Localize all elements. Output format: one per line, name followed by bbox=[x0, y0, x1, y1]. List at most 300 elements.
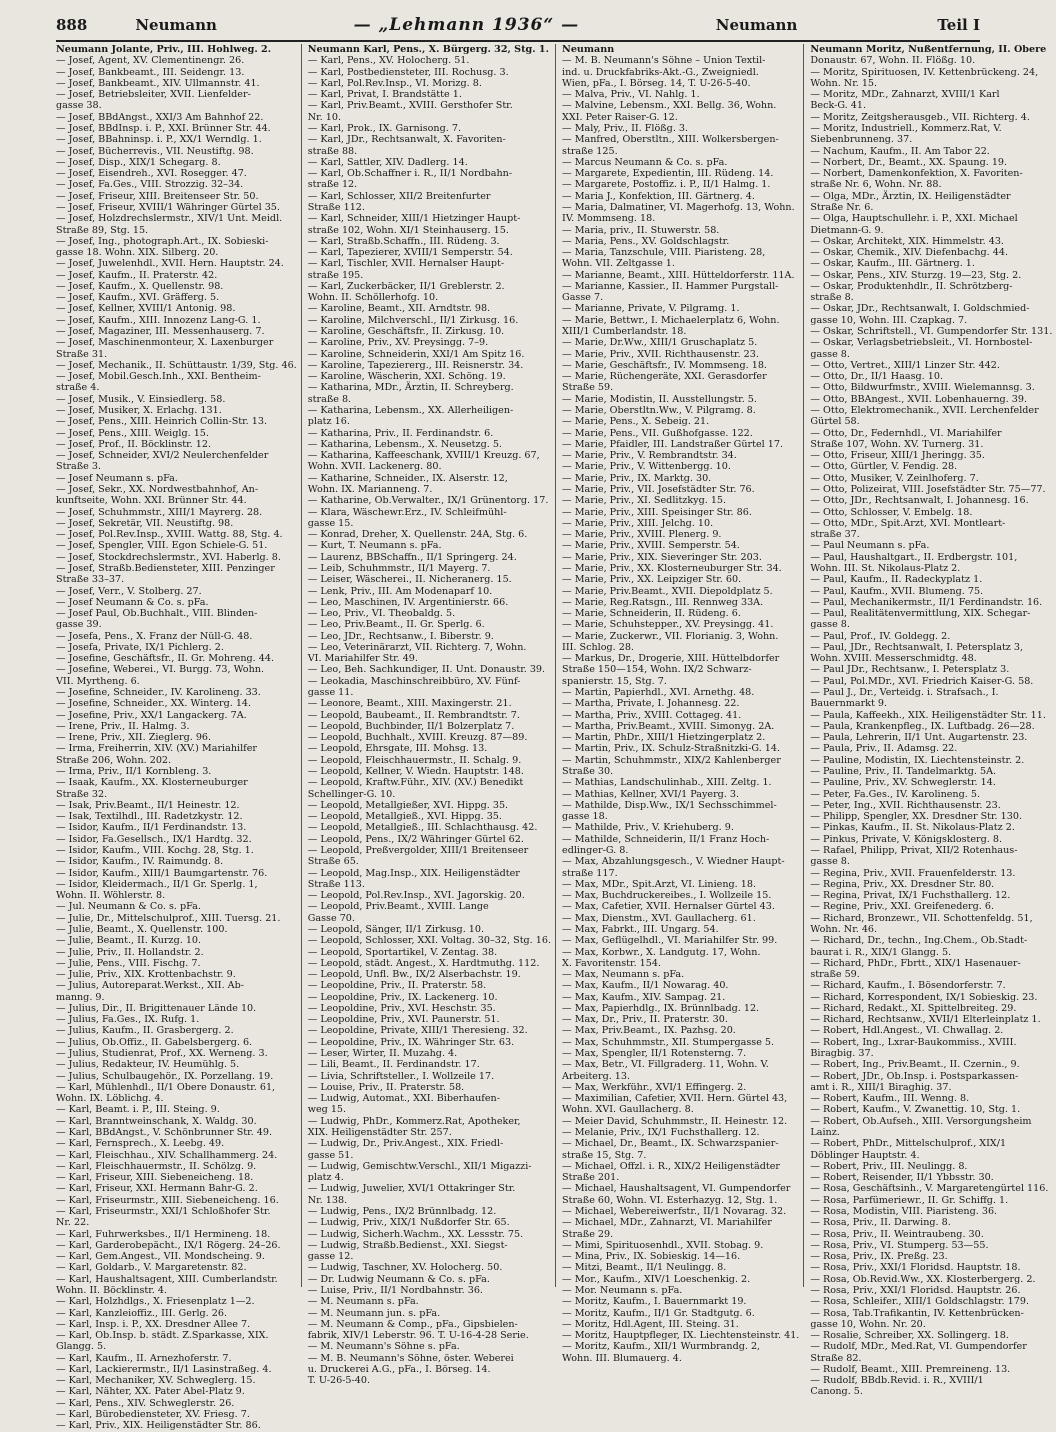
directory-entry: — Leo, Beh. Sachkundiger, II. Unt. Donaustr. 39. bbox=[307, 664, 546, 676]
directory-entry: — Katharina, Kaffeeschank, XVIII/1 Kreuzg. 67, bbox=[307, 450, 540, 462]
directory-entry: — Karl, Fuhrwerksbes., II/1 Hermineng. 18. bbox=[56, 1228, 271, 1240]
directory-entry: — Karl, Straßb.Schaffn., III. Rüdeng. 3. bbox=[307, 235, 500, 247]
directory-entry: — Rafael, Philipp, Privat, XII/2 Rotenhaus- bbox=[810, 844, 1018, 856]
directory-entry: — Mathilde, Schneiderin, II/1 Franz Hoch- bbox=[562, 833, 770, 845]
directory-entry: — Karl, Friseurmstr., XIII. Siebeneicheng. 16. bbox=[56, 1194, 279, 1206]
directory-entry: — Oskar, Verlagsbetriebsleit., VI. Hornbostel- bbox=[810, 337, 1033, 349]
directory-entry: — Kurt, T. Neumann s. pFa. bbox=[307, 540, 442, 552]
directory-entry: — Pauline, Priv., II. Tandelmarktg. 5A. bbox=[810, 766, 997, 777]
directory-entry: — Leopoldine, Priv., IX. Währinger Str. 63. bbox=[307, 1036, 515, 1048]
directory-entry: — Josef, Kaufm., II. Praterstr. 42. bbox=[56, 269, 218, 281]
directory-entry: — Josef, Pol.Rev.Insp., XVIII. Wattg. 88, Stg. 4. bbox=[56, 529, 283, 541]
directory-entry: — Karoline, Geschäftsfr., II. Zirkusg. 10. bbox=[307, 326, 505, 338]
directory-entry: Wien, pFa., I. Börseg. 14, T. U-26-5-40. bbox=[562, 77, 751, 89]
directory-entry: Biragbig. 37. bbox=[810, 1048, 874, 1060]
directory-entry: — Otto, JDr., Rechtsanwalt, I. Johannesg. 16. bbox=[810, 495, 1029, 507]
directory-entry: gasse 10, Wohn. III. Czapkag. 7. bbox=[810, 314, 968, 326]
directory-entry: — Maria, priv., II. Stuwerstr. 58. bbox=[562, 224, 720, 236]
directory-entry: — Karl, Fleischhauermstr., II. Schölzg. 9. bbox=[56, 1160, 257, 1172]
directory-entry: — Malva, Priv., VI. Nahlg. 1. bbox=[562, 89, 700, 101]
directory-entry: — Irene, Priv., II. Halmg. 3. bbox=[56, 720, 190, 732]
directory-entry: straße 8. bbox=[307, 393, 352, 405]
directory-entry: — Irene, Priv., XII. Zieglerg. 96. bbox=[56, 732, 212, 744]
directory-entry: gasse 15. bbox=[307, 517, 354, 529]
directory-entry: — Karl, Insp. i. P., XX. Dresdner Allee 7. bbox=[56, 1318, 251, 1330]
directory-entry: — Julius, Studienrat, Prof., XX. Werneng. 3. bbox=[56, 1048, 268, 1060]
directory-entry: IV. Mommseng. 18. bbox=[562, 213, 656, 225]
directory-entry: — Marie, Priv., XVIII. Plenerg. 9. bbox=[562, 529, 722, 541]
directory-entry: — Ludwig, Dr., Priv.Angest., XIX. Friedl- bbox=[307, 1138, 504, 1150]
directory-entry: — Karl, JDr., Rechtsanwalt, X. Favoriten- bbox=[307, 134, 506, 146]
directory-entry: — Leopold, Buchbinder, II/1 Bolzerplatz 7. bbox=[307, 720, 515, 732]
directory-entry: — Karl, Prok., IX. Garnisong. 7. bbox=[307, 122, 462, 134]
directory-entry: — Robert, Ing., Lxrar-Baukommiss., XVIII. bbox=[810, 1036, 1017, 1048]
directory-entry: — Marie, Schneiderin, II. Rüdeng. 6. bbox=[562, 608, 741, 620]
directory-entry: — Paula, Krankenpfleg., IX. Luftbadg. 26—28. bbox=[810, 720, 1035, 732]
directory-entry: — Isidor, Kaufm., VIII. Kochg. 28, Stg. 1. bbox=[56, 844, 254, 856]
directory-entry: — Michael, Offzl. i. R., XIX/2 Heiligenstädter bbox=[562, 1160, 780, 1172]
directory-entry: gasse 51. bbox=[307, 1149, 354, 1161]
directory-entry: — Rosalie, Schreiber, XX. Sollingerg. 18. bbox=[810, 1330, 1009, 1342]
directory-entry: baurat i. R., XIX/1 Glangg. 5. bbox=[810, 946, 952, 958]
directory-entry: Wohn. Nr. 46. bbox=[810, 923, 878, 935]
directory-entry: — Josef, Fa.Ges., VIII. Strozzig. 32–34. bbox=[56, 179, 244, 191]
directory-entry: — Marie, Priv., V. Wittenbergg. 10. bbox=[562, 461, 731, 473]
directory-entry: — Paul, Mechanikermstr., II/1 Ferdinandstr. 16. bbox=[810, 596, 1043, 608]
directory-entry: straße 15, Stg. 7. bbox=[562, 1149, 647, 1161]
directory-entry: — Leib, Schuhmmstr., II/1 Mayerg. 7. bbox=[307, 562, 491, 574]
directory-entry: — Leopold, Buchhalt., XVIII. Kreuzg. 87—89. bbox=[307, 732, 528, 744]
page-header bbox=[56, 12, 980, 38]
directory-entry: Straße 31. bbox=[56, 348, 108, 360]
directory-entry: Wohn. II. Wöhlerstr. 8. bbox=[56, 890, 166, 902]
directory-entry: — Leopold, Sänger, II/1 Zirkusg. 10. bbox=[307, 923, 485, 935]
part-label: Teil I bbox=[937, 16, 980, 34]
directory-entry: — Karl, Pens., XIV. Schweglerstr. 26. bbox=[56, 1397, 235, 1409]
directory-entry: Neumann Jolante, Priv., III. Hohlweg. 2. bbox=[56, 44, 272, 55]
directory-entry: — Michael, MDr., Zahnarzt, VI. Mariahilfer bbox=[562, 1217, 772, 1229]
directory-entry: — Regina, Priv., XX. Dresdner Str. 80. bbox=[810, 878, 995, 890]
directory-entry: — Martin, Schuhmmstr., XIX/2 Kahlenberger bbox=[562, 754, 781, 766]
directory-entry: Wohn. XVII. Lackenerg. 80. bbox=[307, 461, 442, 473]
directory-entry: — Otto, Schlosser, V. Embelg. 18. bbox=[810, 506, 973, 518]
directory-entry: — Max, Fabrkt., III. Ungarg. 54. bbox=[562, 923, 719, 935]
directory-entry: — Paul, Prof., IV. Goldegg. 2. bbox=[810, 630, 951, 642]
directory-entry: — Robert, Ing., Priv.Beamt., II. Czernin., 9. bbox=[810, 1059, 1020, 1071]
directory-entry: — Josef Neumann s. pFa. bbox=[56, 472, 178, 484]
directory-column-4 bbox=[810, 44, 1056, 1398]
directory-entry: u. Druckerei A.G., pFa., I. Börseg. 14. bbox=[307, 1363, 491, 1375]
directory-entry: — Max, Dr., Priv., II. Praterstr. 30. bbox=[562, 1014, 728, 1026]
directory-entry: — Marie, Priv., XX. Leipziger Str. 60. bbox=[562, 574, 742, 586]
directory-entry: Glangg. 5. bbox=[56, 1341, 107, 1353]
directory-entry: — Karl, Kanzleioffiz., III. Gerlg. 26. bbox=[56, 1307, 228, 1319]
directory-entry: — Paul, Kaufm., II. Radeckyplatz 1. bbox=[810, 574, 983, 586]
directory-entry: — Marie, Oberstltn.Ww., V. Pilgramg. 8. bbox=[562, 405, 756, 416]
directory-entry: — Marie, Priv., XVII. Richthausenstr. 23. bbox=[562, 348, 759, 360]
directory-entry: — Moritz, MDr., Zahnarzt, XVIII/1 Karl bbox=[810, 89, 1000, 101]
directory-entry: — Michael, Dr., Beamt., IX. Schwarzspanier- bbox=[562, 1138, 779, 1150]
directory-entry: — Josef, BBdAngst., XXI/3 Am Bahnhof 22. bbox=[56, 111, 264, 123]
directory-entry: — Leopold, Metallgieß., XVI. Hippg. 35. bbox=[307, 811, 502, 823]
directory-entry: — Josef, Kellner, XVIII/1 Antonig. 98. bbox=[56, 303, 236, 315]
directory-entry: — Rosa, Priv., VI. Stumperg. 53—55. bbox=[810, 1239, 989, 1251]
directory-entry: — Lili, Beamt., II. Ferdinandstr. 17. bbox=[307, 1059, 480, 1071]
directory-entry: — Isidor, Kaufm., II/1 Ferdinandstr. 13. bbox=[56, 822, 247, 834]
directory-entry: — Katharina, Lebensm., XX. Allerheiligen- bbox=[307, 405, 514, 416]
directory-entry: — Ludwig, Juwelier, XVI/1 Ottakringer Str. bbox=[307, 1183, 516, 1195]
directory-entry: — Mimi, Spirituosenhdl., XVII. Stobag. 9. bbox=[562, 1239, 764, 1251]
directory-entry: T. U-26-5-40. bbox=[307, 1375, 371, 1387]
directory-entry: — Marie, Zuckerwr., VII. Florianig. 3, Wohn. bbox=[562, 630, 779, 642]
directory-entry: — Julius, Kaufm., II. Grasbergerg. 2. bbox=[56, 1025, 234, 1037]
directory-entry: — Robert, Ob.Aufseh., XIII. Versorgungsheim bbox=[810, 1115, 1032, 1127]
directory-entry: straße 125. bbox=[562, 145, 618, 157]
directory-entry: — Karl, Schlosser, XII/2 Breitenfurter bbox=[307, 190, 491, 202]
directory-entry: — Josefine, Geschäftsfr., II. Gr. Mohreng. 44. bbox=[56, 653, 275, 665]
directory-entry: Straße 113. bbox=[307, 878, 365, 890]
directory-entry: — Isak, Priv.Beamt., II/1 Heinestr. 12. bbox=[56, 799, 240, 811]
directory-entry: — Karoline, Schneiderin, XXI/1 Am Spitz 16. bbox=[307, 348, 525, 360]
book-title: — „Lehmann 1936“ — bbox=[353, 15, 580, 35]
directory-entry: XXI. Peter Raiser-G. 12. bbox=[562, 111, 678, 123]
directory-entry: Nr. 22. bbox=[56, 1217, 90, 1229]
directory-entry: straße 117. bbox=[562, 867, 618, 879]
directory-entry: — Konrad, Dreher, X. Quellenstr. 24A, Stg. 6. bbox=[307, 529, 528, 541]
directory-entry: — Mathilde, Disp.Ww., IX/1 Sechsschimmel- bbox=[562, 799, 777, 811]
directory-entry: Siebenbrunneng. 37. bbox=[810, 134, 913, 146]
directory-entry: — Josef, Musiker, X. Erlachg. 131. bbox=[56, 405, 222, 416]
directory-entry: — Robert, Kaufm., III. Wenng. 8. bbox=[810, 1093, 970, 1105]
directory-entry: — Otto, BBAngest., XVII. Lobenhauerng. 39. bbox=[810, 393, 1028, 405]
directory-entry: — Josef, Mobil.Gesch.Inh., XXI. Bentheim- bbox=[56, 371, 261, 383]
directory-entry: — Rosa, Priv., XXI/1 Floridsd. Hauptstr. 26. bbox=[810, 1284, 1021, 1296]
directory-entry: — Rosa, Priv., II. Weintraubeng. 30. bbox=[810, 1228, 984, 1240]
directory-entry: — Paul JDr., Rechtsanw., I. Petersplatz 3. bbox=[810, 664, 1010, 676]
directory-entry: — Paul, Kaufm., XVII. Blumeng. 75. bbox=[810, 585, 984, 597]
directory-entry: — Martin, PhDr., XIII/1 Hietzingerplatz 2. bbox=[562, 732, 766, 744]
directory-entry: straße 195. bbox=[307, 269, 364, 281]
directory-entry: — Rosa, Parfümeriewr., II. Gr. Schiffg. 1. bbox=[810, 1194, 1009, 1206]
directory-entry: straße 102, Wohn. XI/1 Steinhauserg. 15. bbox=[307, 224, 509, 236]
directory-entry: — Karoline, Wäscherin, XXI. Schöng. 19. bbox=[307, 371, 506, 383]
directory-entry: — Philipp, Spengler, XX. Dresdner Str. 130. bbox=[810, 811, 1023, 823]
directory-entry: — Karoline, Priv., XV. Preysingg. 7–9. bbox=[307, 337, 489, 349]
directory-entry: — Lenk, Priv., III. Am Modenaparf 10. bbox=[307, 585, 493, 597]
directory-entry: — Ludwig, Sicherh.Wachm., XX. Lessstr. 75. bbox=[307, 1228, 524, 1240]
directory-entry: — Mathias, Kellner, XVI/1 Payerg. 3. bbox=[562, 788, 740, 800]
directory-entry: — Katharina, MDr., Ärztin, II. Schreyberg. bbox=[307, 382, 514, 394]
directory-entry: — Julius, Schulbaugehör., IX. Porzellang. 19. bbox=[56, 1070, 274, 1082]
directory-entry: — Martha, Priv.Beamt., XVIII. Simonyg. 2A. bbox=[562, 720, 775, 732]
directory-entry: Wohn. Nr. 15. bbox=[810, 77, 878, 89]
directory-entry: — Isidor, Kleidermach., II/1 Gr. Sperlg. 1, bbox=[56, 878, 258, 890]
directory-entry: — Leopold, Kraftw.Führ., XIV. (XV.) Benedikt bbox=[307, 777, 524, 789]
directory-entry: — Josefa, Private, IX/1 Pichlerg. 2. bbox=[56, 641, 224, 653]
directory-entry: — Ludwig, Automat., XXI. Biberhaufen- bbox=[307, 1093, 500, 1105]
directory-entry: — Oskar, JDr., Rechtsanwalt, I. Goldschmied- bbox=[810, 303, 1030, 315]
directory-entry: Straße 32. bbox=[56, 788, 108, 800]
directory-entry: — Karl, Zuckerbäcker, II/1 Greblerstr. 2. bbox=[307, 280, 505, 292]
directory-entry: — M. Neumann jun. s. pFa. bbox=[307, 1307, 441, 1319]
directory-entry: — Karl, Pol.Rev.Insp., VI. Morizg. 8. bbox=[307, 77, 482, 89]
directory-entry: — Livia, Schriftsteller., I. Wollzeile 17. bbox=[307, 1070, 495, 1082]
directory-entry: — Isidor, Kaufm., XIII/1 Baumgartenstr. 76. bbox=[56, 867, 268, 879]
directory-columns bbox=[56, 44, 1053, 1432]
directory-entry: — Karl, Fernsprech., X. Leebg. 49. bbox=[56, 1138, 225, 1150]
directory-entry: straße 8. bbox=[810, 292, 854, 304]
directory-entry: — Leopold, Baubeamt., II. Rembrandtstr. 7. bbox=[307, 709, 520, 721]
directory-entry: XIII/1 Cumberlandstr. 18. bbox=[562, 326, 687, 338]
directory-entry: straße 59. bbox=[810, 969, 860, 981]
directory-entry: — Louise, Priv., II. Praterstr. 58. bbox=[307, 1081, 465, 1093]
directory-entry: — Moritz, Hdl.Agent, III. Steing. 31. bbox=[562, 1318, 739, 1330]
directory-entry: — Leo, Veterinärarzt, VII. Richterg. 7, Wohn. bbox=[307, 641, 527, 653]
directory-entry: Wohn. VII. Zeltgasse 1. bbox=[562, 258, 675, 270]
directory-entry: — Paula, Lehrerin, II/1 Unt. Augartenstr. 23. bbox=[810, 732, 1028, 744]
directory-entry: — Malvine, Lebensm., XXI. Bellg. 36, Wohn. bbox=[562, 100, 777, 112]
directory-entry: — Josef Neumann & Co. s. pFa. bbox=[56, 596, 209, 608]
directory-entry: — Mitzi, Beamt., II/1 Neulingg. 8. bbox=[562, 1262, 727, 1274]
directory-entry: straße Nr. 6, Wohn. Nr. 88. bbox=[810, 179, 942, 191]
directory-entry: — Rosa, Tab.Trafikantin, IV. Kettenbrücken- bbox=[810, 1307, 1024, 1319]
directory-entry: kunftseite, Wohn. XXI. Brünner Str. 44. bbox=[56, 495, 247, 507]
directory-entry: — Leopold, Preßvergolder, XIII/1 Breitenseer bbox=[307, 844, 529, 856]
directory-entry: — Julius, Dir., II. Brigittenauer Lände 10. bbox=[56, 1002, 257, 1014]
directory-entry: — Maximilian, Cafetier, XVII. Hern. Gürtel 43, bbox=[562, 1093, 788, 1105]
directory-entry: — Richard, Rechtsanw., XVII/1 Elterleinplatz 1. bbox=[810, 1014, 1041, 1026]
directory-entry: — Max, MDr., Spit.Arzt, VI. Linieng. 18. bbox=[562, 878, 757, 890]
directory-entry: — Karl, Pens., XV. Holocherg. 51. bbox=[307, 55, 470, 67]
directory-entry: — Pauline, Modistin, IX. Liechtensteinstr. 2. bbox=[810, 754, 1025, 766]
directory-entry: — Rosa, Priv., XXI/1 Floridsd. Hauptstr. 18. bbox=[810, 1262, 1021, 1274]
directory-entry: — Leopoldine, Private, XIII/1 Theresieng. 32. bbox=[307, 1025, 528, 1037]
directory-entry: — Leopoldine, Priv., XVI. Paunerstr. 51. bbox=[307, 1014, 500, 1026]
directory-entry: Neumann bbox=[562, 44, 615, 55]
directory-entry: — Karl, Ob.Schaffner i. R., II/1 Nordbahn- bbox=[307, 168, 513, 180]
directory-entry: — Max, Papierhdlg., IX. Brünnlbadg. 12. bbox=[562, 1002, 760, 1014]
directory-entry: — Karl, Schneider, XIII/1 Hietzinger Haupt- bbox=[307, 213, 521, 225]
directory-entry: — Maly, Priv., II. Flößg. 3. bbox=[562, 122, 689, 134]
directory-entry: — Olga, Hauptschullehr. i. P., XXI. Michael bbox=[810, 213, 1018, 225]
directory-entry: — Robert, Kaufm., V. Zwanettig. 10, Stg. 1. bbox=[810, 1104, 1021, 1116]
directory-entry: — Otto, Friseur, XIII/1 Jheringg. 35. bbox=[810, 450, 985, 462]
directory-entry: — Rosa, Priv., IX. Preßg. 23. bbox=[810, 1251, 948, 1263]
directory-entry: — Otto, Dr., II/1 Haasg. 10. bbox=[810, 371, 944, 383]
directory-entry: Wohn. XVI. Gaullacherg. 8. bbox=[562, 1104, 694, 1116]
directory-entry: — Isaak, Kaufm., XX. Klosterneuburger bbox=[56, 777, 248, 789]
directory-entry: — Leopold, Ehrsgate, III. Mohsg. 13. bbox=[307, 743, 488, 755]
directory-entry: — Karl, Gem.Angest., VII. Mondscheing. 9. bbox=[56, 1251, 265, 1263]
directory-entry: — Otto, Musiker, V. Zeinlhoferg. 7. bbox=[810, 472, 979, 484]
directory-entry: — Julius, Fa.Ges., IX. Rufg. 1. bbox=[56, 1014, 200, 1026]
directory-entry: — Leopoldine, Priv., IX. Lackenerg. 10. bbox=[307, 991, 498, 1003]
directory-entry: Straße 30. bbox=[562, 766, 614, 777]
directory-entry: — Katharine, Ob.Verwalter., IX/1 Grünentorg. 17. bbox=[307, 495, 549, 507]
directory-entry: — Karoline, Tapeziererg., III. Reisnerstr. 34. bbox=[307, 359, 524, 371]
directory-entry: — Josef, Agent, XV. Clementinengr. 26. bbox=[56, 55, 245, 67]
directory-entry: — Mathilde, Priv., V. Kriehuberg. 9. bbox=[562, 822, 734, 834]
directory-column-3 bbox=[562, 44, 804, 1364]
directory-entry: — Martin, Papierhdl., XVI. Arnethg. 48. bbox=[562, 687, 755, 699]
directory-entry: — Karl, Friseurmstr., XXI/1 Schloßhofer Str. bbox=[56, 1205, 271, 1217]
directory-entry: — Josef, Maschinenmonteur, X. Laxenburger bbox=[56, 337, 274, 349]
directory-entry: amt i. R., XIII/1 Biraghig. 37. bbox=[810, 1081, 952, 1093]
directory-entry: — Josef, Sekretär, VII. Neustiftg. 98. bbox=[56, 517, 234, 529]
directory-entry: — Robert, JDr., Ob.Insp. i. Postsparkassen- bbox=[810, 1070, 1019, 1082]
directory-entry: — Marie, Schuhstepper., XV. Preysingg. 41. bbox=[562, 619, 774, 631]
directory-entry: — Leopold, städt. Angest., X. Hardtmuthg. 112. bbox=[307, 957, 540, 969]
directory-entry: — Leopold, Sportartikel, V. Zentag. 38. bbox=[307, 946, 498, 958]
directory-entry: Canong. 5. bbox=[810, 1386, 863, 1398]
directory-entry: — Moritz, Zeitgsherausgeb., VII. Richterg. 4. bbox=[810, 111, 1030, 123]
directory-entry: — Moritz, Kaufm., XII/1 Wurmbrandg. 2, bbox=[562, 1341, 761, 1353]
directory-entry: — Josef, Pens., XIII. Weiglg. 15. bbox=[56, 427, 209, 439]
directory-entry: — Marie, Priv., XIII. Speisinger Str. 86. bbox=[562, 506, 752, 518]
directory-entry: gasse 18. bbox=[562, 811, 608, 823]
directory-entry: — Marie, Priv., VII. Josefstädter Str. 76. bbox=[562, 483, 755, 495]
directory-entry: — Ludwig, Gemischtw.Verschl., XII/1 Migazzi- bbox=[307, 1160, 532, 1172]
directory-entry: — Leopold, Pol.Rev.Insp., XVI. Jagorskig. 20. bbox=[307, 890, 525, 902]
directory-entry: — Otto, Gürtler, V. Fendig. 28. bbox=[810, 461, 958, 473]
directory-entry: straße 88. bbox=[307, 145, 358, 157]
directory-entry: — Paul, Realitätenvermittlung, XIX. Schegar- bbox=[810, 608, 1031, 620]
directory-entry: — Laurenz, BBSchaffn., II/1 Springerg. 24. bbox=[307, 551, 517, 563]
directory-entry: — Paula, Kaffeekh., XIX. Heiligenstädter Str. 11. bbox=[810, 709, 1046, 721]
directory-entry: — Paul Neumann s. pFa. bbox=[810, 540, 930, 552]
directory-entry: — Karoline, Milchverschl., II/1 Zirkusg. 16. bbox=[307, 314, 519, 326]
directory-entry: — Marie, Rüchengeräte, XXI. Gerasdorfer bbox=[562, 371, 767, 383]
directory-entry: — Rosa, Priv., II. Darwing. 8. bbox=[810, 1217, 951, 1229]
directory-entry: platz 4. bbox=[307, 1172, 344, 1184]
directory-entry: gasse 8. bbox=[810, 348, 850, 360]
directory-entry: Straße 82. bbox=[810, 1352, 862, 1364]
directory-entry: — Paul, Pol.MDr., XVI. Friedrich Kaiser-G. 58. bbox=[810, 675, 1034, 687]
directory-entry: — Robert, Hdl.Angest., VI. Chwallag. 2. bbox=[810, 1025, 1004, 1037]
directory-entry: VI. Mariahilfer Str. 49. bbox=[307, 653, 418, 665]
directory-entry: Gürtel 58. bbox=[810, 416, 860, 428]
directory-entry: Beck-G. 41. bbox=[810, 100, 867, 112]
directory-entry: — Josef, Prof., II. Böcklinstr. 12. bbox=[56, 438, 212, 450]
directory-entry: Straße 107, Wohn. XV. Turnerg. 31. bbox=[810, 438, 984, 450]
directory-entry: — Julie, Beamt., II. Kurzg. 10. bbox=[56, 935, 202, 947]
directory-entry: — Josef, Schneider, XVI/2 Neulerchenfelder bbox=[56, 450, 269, 462]
directory-column-1 bbox=[56, 44, 302, 1432]
directory-entry: Wohn. XVIII. Messerschmidtg. 48. bbox=[810, 653, 977, 665]
directory-entry: — Leo, Maschinen, IV. Argentinierstr. 66. bbox=[307, 596, 509, 608]
directory-entry: — Leopold, Kellner, V. Wiedn. Hauptstr. 148. bbox=[307, 766, 524, 777]
directory-entry: — Mor., Kaufm., XIV/1 Loeschenkig. 2. bbox=[562, 1273, 751, 1285]
directory-entry: — Regina, Priv., XVII. Frauenfelderstr. 13. bbox=[810, 867, 1016, 879]
directory-entry: — Max, Schuhmmstr., XII. Stumpergasse 5. bbox=[562, 1036, 775, 1048]
directory-entry: — Moritz, Industriell., Kommerz.Rat, V. bbox=[810, 122, 1002, 134]
directory-entry: Lainz. bbox=[810, 1127, 840, 1138]
directory-entry: — Josef, Bankbeamt., XIV. Ullmannstr. 41. bbox=[56, 77, 260, 89]
directory-entry: — Michael, Haushaltsagent, VI. Gumpendorfer bbox=[562, 1183, 791, 1195]
directory-entry: Wohn. III. St. Nikolaus-Platz 2. bbox=[810, 562, 961, 574]
directory-entry: — Josefa, Pens., X. Franz der Nüll-G. 48. bbox=[56, 630, 253, 642]
directory-entry: — Marie, Priv., XVIII. Semperstr. 54. bbox=[562, 540, 740, 552]
directory-entry: — Josef, Kaufm., X. Quellenstr. 98. bbox=[56, 280, 224, 292]
directory-entry: Bauernmarkt 9. bbox=[810, 698, 888, 710]
directory-entry: — Karl, Priv.Beamt., XVIII. Gersthofer Str. bbox=[307, 100, 513, 112]
directory-entry: — Otto, Dr., Federnhdl., VI. Mariahilfer bbox=[810, 427, 1002, 439]
directory-entry: — Josef, Sekr., XX. Nordwestbahnhof, An- bbox=[56, 483, 259, 495]
page-number: 888 bbox=[56, 16, 88, 34]
directory-entry: — Leopold, Fleischhauermstr., II. Schalg. 9. bbox=[307, 754, 522, 766]
directory-entry: — Karl, Tapezierer, XVIII/1 Semperstr. 54. bbox=[307, 247, 513, 259]
directory-entry: — Karl, Fleischhau., XIV. Schallhammerg. 24. bbox=[56, 1149, 278, 1161]
directory-entry: — Josef, Juwelenhdl., XVII. Hern. Hauptstr. 24. bbox=[56, 258, 284, 270]
directory-entry: — Mor. Neumann s. pFa. bbox=[562, 1284, 683, 1296]
directory-entry: — Luise, Priv., II/1 Nordbahnstr. 36. bbox=[307, 1284, 483, 1296]
directory-entry: — Marie, Reg.Ratsgn., III. Rennweg 33A. bbox=[562, 596, 764, 608]
directory-entry: Straße 65. bbox=[307, 856, 359, 868]
directory-entry: — Karl, BBdAngst., V. Schönbrunner Str. 49. bbox=[56, 1127, 273, 1138]
directory-entry: gasse 38. bbox=[56, 100, 102, 112]
directory-entry: — Leopold, Unfl. Bw., IX/2 Alserbachstr. 19. bbox=[307, 969, 521, 981]
directory-entry: Gasse 70. bbox=[307, 912, 355, 924]
directory-entry: — Julie, Priv., XIX. Krottenbachstr. 9. bbox=[56, 969, 236, 981]
directory-entry: — Leo, Priv., VI. Theobaldg. 5. bbox=[307, 608, 456, 620]
directory-entry: — Pinkus, Private, V. Königsklosterg. 8. bbox=[810, 833, 1003, 845]
directory-entry: — Max, Geflügelhdl., VI. Mariahilfer Str. 99. bbox=[562, 935, 778, 947]
directory-entry: — Marie, Modistin, II. Ausstellungstr. 5. bbox=[562, 393, 757, 405]
directory-entry: — Karl, Sattler, XIV. Dadlerg. 14. bbox=[307, 156, 468, 168]
directory-entry: — Otto, Bildwurfmstr., XVIII. Wielemannsg. 3. bbox=[810, 382, 1035, 394]
directory-entry: — Marie, Pens., X. Sebeig. 21. bbox=[562, 416, 710, 428]
directory-entry: manng. 9. bbox=[56, 991, 105, 1003]
directory-entry: — Jul. Neumann & Co. s. pFa. bbox=[56, 901, 201, 913]
directory-entry: Wohn. III. Blumauerg. 4. bbox=[562, 1352, 682, 1364]
directory-entry: — Rosa, Modistin, VIII. Piaristeng. 36. bbox=[810, 1205, 998, 1217]
directory-entry: — Isidor, Kaufm., IV. Raimundg. 8. bbox=[56, 856, 224, 868]
directory-entry: — Ludwig, Pens., IX/2 Brünnlbadg. 12. bbox=[307, 1205, 497, 1217]
directory-entry: — Max, Priv.Beamt., IX. Pazhsg. 20. bbox=[562, 1025, 736, 1037]
directory-entry: — Max, Cafetier, XVII. Hernalser Gürtel 43. bbox=[562, 901, 775, 913]
directory-entry: — Josef, Stockdrechslermstr., XVI. Haberlg. 8. bbox=[56, 551, 281, 563]
directory-entry: — Olga, MDr., Ärztin, IX. Heiligenstädter bbox=[810, 190, 1011, 202]
directory-entry: XIX. Heiligenstädter Str. 257. bbox=[307, 1127, 452, 1138]
directory-entry: — Oskar, Chemik., XIV. Diefenbachg. 44. bbox=[810, 247, 1009, 259]
directory-entry: — Richard, PhDr., Fbrtt., XIX/1 Hasenauer- bbox=[810, 957, 1021, 969]
directory-entry: — Josef, Spengler, VIII. Egon Schiele-G. 51. bbox=[56, 540, 268, 552]
directory-entry: — Rosa, Schleifer., XIII/1 Goldschlagstr. 179. bbox=[810, 1296, 1029, 1308]
directory-entry: — Manfred, Oberstltn., XIII. Wolkersbergen- bbox=[562, 134, 779, 146]
directory-entry: — Max, Buchdruckereibes., I. Wollzeile 15. bbox=[562, 890, 772, 902]
directory-entry: Wohn. II. Böcklinstr. 4. bbox=[56, 1284, 168, 1296]
directory-entry: — Maria J., Konfektion, III. Gärtnerg. 4. bbox=[562, 190, 755, 202]
directory-entry: fabrik, XIV/1 Leberstr. 96. T. U-16-4-28 Serie. bbox=[307, 1330, 529, 1342]
directory-entry: — Regine, Priv., XXI. Greifenederg. 6. bbox=[810, 901, 995, 913]
directory-entry: — Karl, Privat, I. Brandstätte 1. bbox=[307, 89, 462, 101]
directory-entry: — Katharine, Schneider., IX. Alserstr. 12, bbox=[307, 472, 508, 484]
directory-entry: — Margarete, Expedientin, III. Rüdeng. 14. bbox=[562, 168, 774, 180]
directory-entry: — Robert, Priv., III. Neulingg. 8. bbox=[810, 1160, 968, 1172]
directory-entry: — Otto, Elektromechanik., XVII. Lerchenfelder bbox=[810, 405, 1039, 416]
directory-entry: X. Favoritenstr. 154. bbox=[562, 957, 662, 969]
header-rule bbox=[56, 40, 980, 42]
directory-entry: — Julius, Autoreparat.Werkst., XII. Ab- bbox=[56, 980, 244, 992]
directory-entry: gasse 39. bbox=[56, 619, 102, 631]
directory-entry: Dietmann-G. 9. bbox=[810, 224, 884, 236]
directory-entry: — Paul, Haushaltgart., II. Erdbergstr. 101, bbox=[810, 551, 1018, 563]
directory-entry: — M. Neumann's Söhne s. pFa. bbox=[307, 1341, 460, 1353]
directory-entry: — Josef, Holzdrechslermstr., XIV/1 Unt. Meidl. bbox=[56, 213, 283, 225]
directory-entry: — Marie, Priv., V. Rembrandtstr. 34. bbox=[562, 450, 737, 462]
directory-entry: — Josefine, Schneider., XX. Winterg. 14. bbox=[56, 698, 252, 710]
directory-entry: — Leopold, Pens., IX/2 Währinger Gürtel 62. bbox=[307, 833, 524, 845]
